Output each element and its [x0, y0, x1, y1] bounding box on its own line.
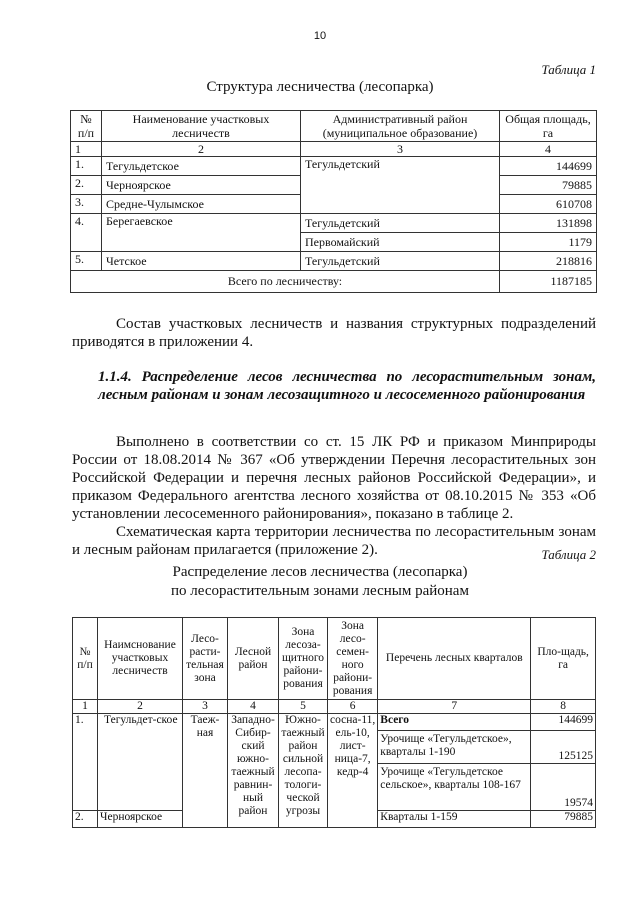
table2-header-row	[73, 618, 596, 700]
row-district: Западно-Сибир-ский южно-таежный равнин-ный район	[228, 714, 279, 828]
row-num: 3.	[71, 195, 102, 214]
row-name: Тегульдет-ское	[98, 714, 183, 811]
row-total-label: Всего	[378, 714, 531, 731]
table-row	[71, 157, 597, 176]
table2-colnum-row	[73, 700, 596, 714]
table2-colnum: 1	[73, 700, 98, 714]
paragraph-text: Состав участковых лесничеств и названия структурных подразделений приводятся в приложении 4.	[72, 316, 596, 350]
row-num: 2.	[73, 811, 98, 828]
table1-colnum-row	[71, 142, 597, 157]
table2-header-quarters: Перечень лесных кварталов	[378, 618, 531, 700]
row-area: 218816	[500, 252, 597, 271]
row-area: 125125	[531, 731, 596, 764]
row-area: 19574	[531, 764, 596, 811]
row-name: Четское	[102, 252, 301, 271]
row-quarters: Урочище «Тегульдетское», кварталы 1-190	[378, 731, 531, 764]
table2-label: Таблица 2	[541, 547, 596, 562]
row-name: Черноярское	[102, 176, 301, 195]
row-num: 2.	[71, 176, 102, 195]
table2-header-name: Наимснование участковых лесничеств	[98, 618, 183, 700]
table1-total-value: 1187185	[500, 271, 597, 293]
table1-colnum: 2	[102, 142, 301, 157]
row-total-area: 144699	[531, 714, 596, 731]
row-name: Средне-Чулымское	[102, 195, 301, 214]
row-name: Тегульдетское	[102, 157, 301, 176]
row-district: Первомайский	[301, 233, 500, 252]
row-area: 1179	[500, 233, 597, 252]
table2-header-num: № п/п	[73, 618, 98, 700]
table1-colnum: 3	[301, 142, 500, 157]
row-seed-zone: сосна-11, ель-10, лист-ница-7, кедр-4	[328, 714, 378, 828]
row-district: Тегульдетский	[301, 157, 500, 214]
row-num: 4.	[71, 214, 102, 252]
row-zone: Таеж-ная	[183, 714, 228, 828]
table2	[72, 617, 596, 828]
paragraph-text: Выполнено в соответствии со ст. 15 ЛК РФ и приказом Минприроды России от 18.08.2014 № 367 «Об утверждении Перечня лесорастительных зон Российской Федерации и перечня лесных районов Российской Федерации», и приказом Федерального агентства лесного хозяйства от 08.10.2015 № 353 «Об установлении лесосеменного районирования», показано в таблице 2.	[72, 434, 596, 522]
table1-header-row	[71, 111, 597, 142]
row-name: Берегаевское	[102, 214, 301, 252]
row-quarters: Кварталы 1-159	[378, 811, 531, 828]
row-num: 1.	[71, 157, 102, 176]
row-district: Тегульдетский	[301, 214, 500, 233]
row-quarters: Урочище «Тегульдетское сельское», кварталы 108-167	[378, 764, 531, 811]
row-area: 131898	[500, 214, 597, 233]
table2-colnum: 8	[531, 700, 596, 714]
table2-header-area: Пло-щадь, га	[531, 618, 596, 700]
row-num: 1.	[73, 714, 98, 811]
table1-header-district: Административный район (муниципальное образование)	[301, 111, 500, 142]
table1-header-num: № п/п	[71, 111, 102, 142]
table1-colnum: 4	[500, 142, 597, 157]
row-district: Тегульдетский	[301, 252, 500, 271]
paragraph-text: Схематическая карта территории лесничества по лесорастительным зонам и лесным районам прилагается (приложение 2).	[72, 524, 596, 558]
table-row	[73, 714, 596, 731]
table-row	[71, 214, 597, 233]
table2-title-line2: по лесорастительным зонами лесным районам	[171, 583, 469, 599]
row-area: 79885	[531, 811, 596, 828]
table1-label: Таблица 1	[541, 62, 596, 77]
row-area: 144699	[500, 157, 597, 176]
row-protection-zone: Южно-таежный район сильной лесопа-тологи-ческой угрозы	[279, 714, 328, 828]
table2-colnum: 4	[228, 700, 279, 714]
table1-header-area: Общая площадь, га	[500, 111, 597, 142]
paragraph-basis	[72, 433, 596, 559]
table1-total-row	[71, 271, 597, 293]
section-heading: 1.1.4. Распределение лесов лесничества по лесорастительным зонам, лесным районам и зонам лесозащитного и лесосеменного районирования	[98, 369, 596, 403]
row-name: Черноярское	[98, 811, 183, 828]
table2-colnum: 2	[98, 700, 183, 714]
table2-colnum: 3	[183, 700, 228, 714]
table2-header-protection: Зона лесоза-щитного райони-рования	[279, 618, 328, 700]
table1-colnum: 1	[71, 142, 102, 157]
table2-header-seed: Зона лесо-семен-ного райони-рования	[328, 618, 378, 700]
table-row	[71, 252, 597, 271]
table2-header-zone: Лесо-расти-тельная зона	[183, 618, 228, 700]
table2-colnum: 6	[328, 700, 378, 714]
row-num: 5.	[71, 252, 102, 271]
table1	[70, 110, 597, 293]
table1-header-name: Наименование участковых лесничеств	[102, 111, 301, 142]
table1-title: Структура лесничества (лесопарка)	[206, 79, 434, 95]
table1-total-label: Всего по лесничеству:	[71, 271, 500, 293]
row-area: 79885	[500, 176, 597, 195]
table2-header-district: Лесной район	[228, 618, 279, 700]
page-number: 10	[313, 30, 327, 42]
paragraph-appendix	[72, 315, 596, 351]
table2-title-line1: Распределение лесов лесничества (лесопарка)	[172, 564, 468, 580]
row-area: 610708	[500, 195, 597, 214]
table2-colnum: 7	[378, 700, 531, 714]
table2-colnum: 5	[279, 700, 328, 714]
